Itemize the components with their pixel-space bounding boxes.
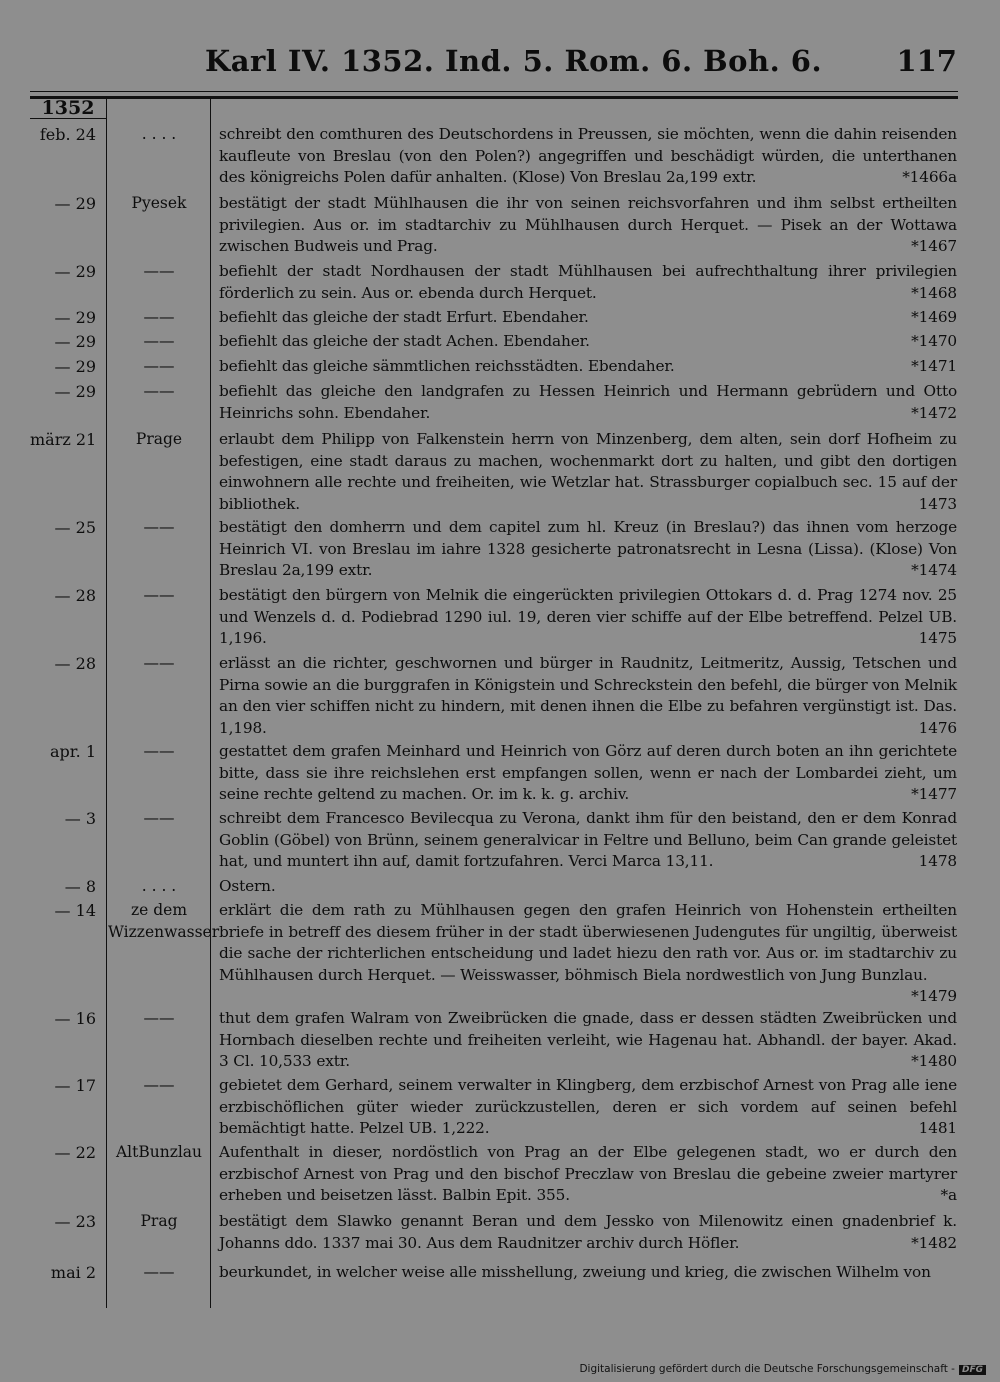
entry-place: ——: [143, 742, 175, 760]
entry-body: thut dem grafen Walram von Zweibrücken die gnade, dass er dessen städten Zweibrücken und Hornbach dieselben rechte und freiheiten verleiht, wie Hagenau hat. Abhandl. der bayer. Akad. 3 Cl. 10,533 extr.: [219, 1009, 957, 1070]
regest-number: *1480: [911, 1052, 957, 1070]
entry-text: [219, 1075, 957, 1140]
regest-number: 1476: [918, 718, 957, 737]
entry-text: [219, 585, 957, 650]
entry-place: ——: [143, 262, 175, 280]
regest-number: *1470: [911, 332, 957, 350]
regest-number: *1479: [911, 987, 957, 1005]
entry-date: märz 21: [30, 430, 97, 449]
entry-place: ——: [143, 586, 175, 604]
entry-place: ——: [143, 809, 175, 827]
entry-body: bestätigt den domherrn und dem capitel zum hl. Kreuz (in Breslau?) das ihnen vom herzoge Heinrich VI. von Breslau im iahre 1328 gesicherte patronatsrecht in Lesna (Lissa). (Klose) Von Breslau 2a,199 extr.: [219, 518, 957, 579]
entry-text: [219, 356, 957, 378]
regest-number: *1466a: [902, 168, 957, 186]
entry-date: apr. 1: [49, 742, 96, 761]
entry-place: Prag: [140, 1212, 178, 1230]
year-label: 1352: [30, 98, 106, 119]
entry-place: ——: [143, 357, 175, 375]
entry-body: befiehlt das gleiche der stadt Achen. Ebendaher.: [219, 332, 590, 350]
entry-body: bestätigt der stadt Mühlhausen die ihr von seinen reichsvorfahren und ihm selbst ertheilten privilegien. Aus or. im stadtarchiv zu Mühlhausen durch Herquet. — Pisek an der Wottawa zwischen Budweis und Prag.: [219, 194, 957, 255]
entry-text: [219, 517, 957, 582]
entry-date: — 22: [54, 1143, 96, 1162]
entry-date: — 17: [54, 1076, 96, 1095]
regest-number: 1481: [918, 1119, 957, 1137]
entry-date: — 14: [54, 901, 96, 920]
regest-number: *1467: [911, 237, 957, 255]
entry-date: — 3: [64, 809, 96, 828]
entry-date: — 29: [54, 357, 96, 376]
entry-text: [219, 1211, 957, 1254]
regest-number: 1475: [918, 629, 957, 647]
entry-place: ——: [143, 382, 175, 400]
entry-body: befiehlt das gleiche sämmtlichen reichsstädten. Ebendaher.: [219, 357, 675, 375]
entry-body: bestätigt den bürgern von Melnik die eingerückten privilegien Ottokars d. d. Prag 1274 nov. 25 und Wenzels d. d. Podiebrad 1290 iul. 19, deren vier schiffe auf der Elbe betreffend. Pelzel UB. 1,196.: [219, 586, 957, 647]
entry-body: erklärt die dem rath zu Mühlhausen gegen den grafen Heinrich von Hohenstein ertheilten briefe in betreff des diesem früher in der stadt überwiesenen Judengutes für ungiltig, überweist die sache der richterlichen entscheidung und ladet hiezu den rath vor. Aus or. im stadtarchiv zu Mühlhausen durch Herquet. — Weisswasser, böhmisch Biela nordwestlich von Jung Bunzlau.: [219, 901, 957, 984]
entry-text: [219, 429, 957, 515]
entry-date: — 29: [54, 382, 96, 401]
entry-text: [219, 381, 957, 424]
regest-number: *1472: [911, 403, 957, 422]
entry-body: schreibt dem Francesco Bevilecqua zu Verona, dankt ihm für den beistand, den er dem Konrad Goblin (Göbel) von Brünn, seinem generalvicar in Feltre und Belluno, beim Can grande geleistet hat, und muntert ihn auf, damit fortzufahren. Verci Marca 13,11.: [219, 809, 957, 870]
entry-place: ——: [143, 1263, 175, 1281]
entry-body: erlässt an die richter, geschwornen und bürger in Raudnitz, Leitmeritz, Aussig, Tetschen und Pirna sowie an die burggrafen in Königstein und Schreckstein den befehl, die bürger von Melnik an den vier schiffen nicht zu hindern, mit denen ihnen die Elbe zu befahren vergünstigt ist. Das. 1,198.: [219, 654, 957, 737]
entry-place: ——: [143, 308, 175, 326]
running-title: Karl IV. 1352. Ind. 5. Rom. 6. Boh. 6.: [205, 44, 823, 78]
regest-number: *a: [940, 1186, 957, 1204]
entry-text: [219, 261, 957, 304]
entry-place: Prage: [135, 430, 183, 448]
entry-body: befiehlt das gleiche der stadt Erfurt. Ebendaher.: [219, 308, 589, 326]
entry-date: feb. 24: [39, 125, 96, 144]
entry-text: [219, 1008, 957, 1073]
entry-body: befiehlt der stadt Nordhausen der stadt Mühlhausen bei aufrechthaltung ihrer privilegien förderlich zu sein. Aus or. ebenda durch Herquet.: [219, 262, 957, 302]
entry-date: — 29: [54, 308, 96, 327]
entry-text: [219, 1142, 957, 1207]
entry-date: — 8: [64, 877, 96, 896]
footer-text: Digitalisierung gefördert durch die Deutsche Forschungsgemeinschaft: [579, 1363, 948, 1375]
entry-body: Ostern.: [219, 877, 276, 895]
regest-number: *1468: [911, 283, 957, 302]
entry-text: [219, 307, 957, 329]
entry-text: [219, 741, 957, 806]
entry-place: ——: [143, 332, 175, 350]
entry-date: — 29: [54, 262, 96, 281]
entry-body: befiehlt das gleiche den landgrafen zu Hessen Heinrich und Hermann gebrüdern und Otto Heinrichs sohn. Ebendaher.: [219, 382, 957, 422]
entry-text: [219, 1262, 957, 1284]
entry-body: beurkundet, in welcher weise alle misshellung, zweiung und krieg, die zwischen Wilhelm von: [219, 1263, 931, 1281]
regest-number: 1478: [918, 852, 957, 870]
entry-text: [219, 124, 957, 189]
regest-number: *1482: [911, 1233, 957, 1252]
entry-date: — 28: [54, 586, 96, 605]
dfg-logo: DFG: [959, 1365, 986, 1375]
entry-text: [219, 653, 957, 739]
regest-number: *1474: [911, 561, 957, 579]
entry-place: ——: [143, 518, 175, 536]
entry-date: mai 2: [50, 1263, 96, 1282]
entry-text: [219, 193, 957, 258]
regest-number: *1469: [911, 308, 957, 326]
entry-date: — 23: [54, 1212, 96, 1231]
entry-place: ——: [143, 654, 175, 672]
entry-date: — 16: [54, 1009, 96, 1028]
entry-place: ——: [143, 1009, 175, 1027]
entry-body: erlaubt dem Philipp von Falkenstein herrn von Minzenberg, dem alten, sein dorf Hofheim zu befestigen, eine stadt daraus zu machen, wochenmarkt dort zu halten, und gibt den dortigen einwohnern alle rechte und freiheiten, wie Wetzlar hat. Strassburger copialbuch sec. 15 auf der bibliothek.: [219, 430, 957, 513]
entry-text: [219, 900, 957, 1008]
entry-body: gestattet dem grafen Meinhard und Heinrich von Görz auf deren durch boten an ihn gerichtete bitte, dass sie ihre reichslehen erst empfangen sollen, wenn er nach der Lombardei zieht, um seine rechte geltend zu machen. Or. im k. k. g. archiv.: [219, 742, 957, 803]
entry-body: bestätigt dem Slawko genannt Beran und dem Jessko von Milenowitz einen gnadenbrief k. Johanns ddo. 1337 mai 30. Aus dem Raudnitzer archiv durch Höfler.: [219, 1212, 957, 1252]
entry-place: ze dem Wizzenwasser: [108, 901, 220, 941]
entry-text: [219, 808, 957, 873]
regest-number: *1477: [911, 785, 957, 803]
entry-place: . . . .: [141, 877, 177, 895]
entry-text: [219, 876, 957, 898]
entry-text: [219, 331, 957, 353]
footer-credit: Digitalisierung gefördert durch die Deutsche Forschungsgemeinschaft - DFG: [579, 1363, 986, 1375]
page-number: 117: [896, 44, 957, 78]
entry-place: Pyesek: [131, 194, 187, 212]
entry-body: gebietet dem Gerhard, seinem verwalter in Klingberg, dem erzbischof Arnest von Prag alle iene erzbischöflichen güter wieder zurückzustellen, deren er sich vordem auf seinen befehl bemächtigt hatte. Pelzel UB. 1,222.: [219, 1076, 957, 1137]
regest-number: 1473: [918, 494, 957, 513]
entry-date: — 28: [54, 654, 96, 673]
regest-number: *1471: [911, 357, 957, 375]
entry-date: — 25: [54, 518, 96, 537]
entry-date: — 29: [54, 332, 96, 351]
entry-body: Aufenthalt in dieser, nordöstlich von Prag an der Elbe gelegenen stadt, wo er durch den erzbischof Arnest von Prag und den bischof Preczlaw von Breslau die gebeine zweier martyrer erheben und beisetzen lässt. Balbin Epit. 355.: [219, 1143, 957, 1204]
entry-body: schreibt den comthuren des Deutschordens in Preussen, sie möchten, wenn die dahin reisenden kaufleute von Breslau (von den Polen?) angegriffen und beschädigt würden, die unterthanen des königreichs Polen dafür anhalten. (Klose) Von Breslau 2a,199 extr.: [219, 125, 957, 186]
entry-place: AltBunzlau: [115, 1143, 203, 1161]
entry-place: ——: [143, 1076, 175, 1094]
entry-place: . . . .: [141, 125, 177, 143]
entry-date: — 29: [54, 194, 96, 213]
